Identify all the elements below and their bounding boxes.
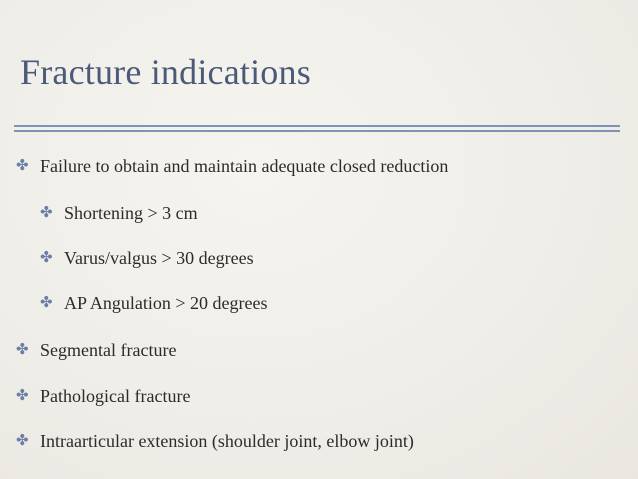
slide-title: Fracture indications (20, 52, 311, 92)
sub-bullet-item (40, 246, 254, 270)
bullet-text: Pathological fracture (40, 385, 191, 406)
bullet-text: Failure to obtain and maintain adequate closed reduction (40, 155, 449, 176)
bullet-text: Varus/valgus > 30 degrees (64, 247, 254, 268)
bullet-flower-icon: ✤ (40, 250, 53, 266)
bullet-item (16, 338, 176, 362)
bullet-item (16, 384, 190, 408)
bullet-flower-icon: ✤ (16, 433, 29, 449)
bullet-text: Shortening > 3 cm (64, 202, 198, 223)
bullet-flower-icon: ✤ (16, 388, 29, 404)
bullet-flower-icon: ✤ (16, 158, 29, 174)
bullet-flower-icon: ✤ (40, 205, 53, 221)
bullet-text: Segmental fracture (40, 339, 177, 360)
bullet-flower-icon: ✤ (16, 342, 29, 358)
sub-bullet-item (40, 291, 267, 315)
bullet-item (16, 429, 414, 453)
bullet-item (16, 154, 448, 178)
bullet-text: Intraarticular extension (shoulder joint, elbow joint) (40, 430, 414, 451)
sub-bullet-item (40, 201, 198, 225)
bullet-flower-icon: ✤ (40, 295, 53, 311)
bullet-text: AP Angulation > 20 degrees (64, 292, 268, 313)
